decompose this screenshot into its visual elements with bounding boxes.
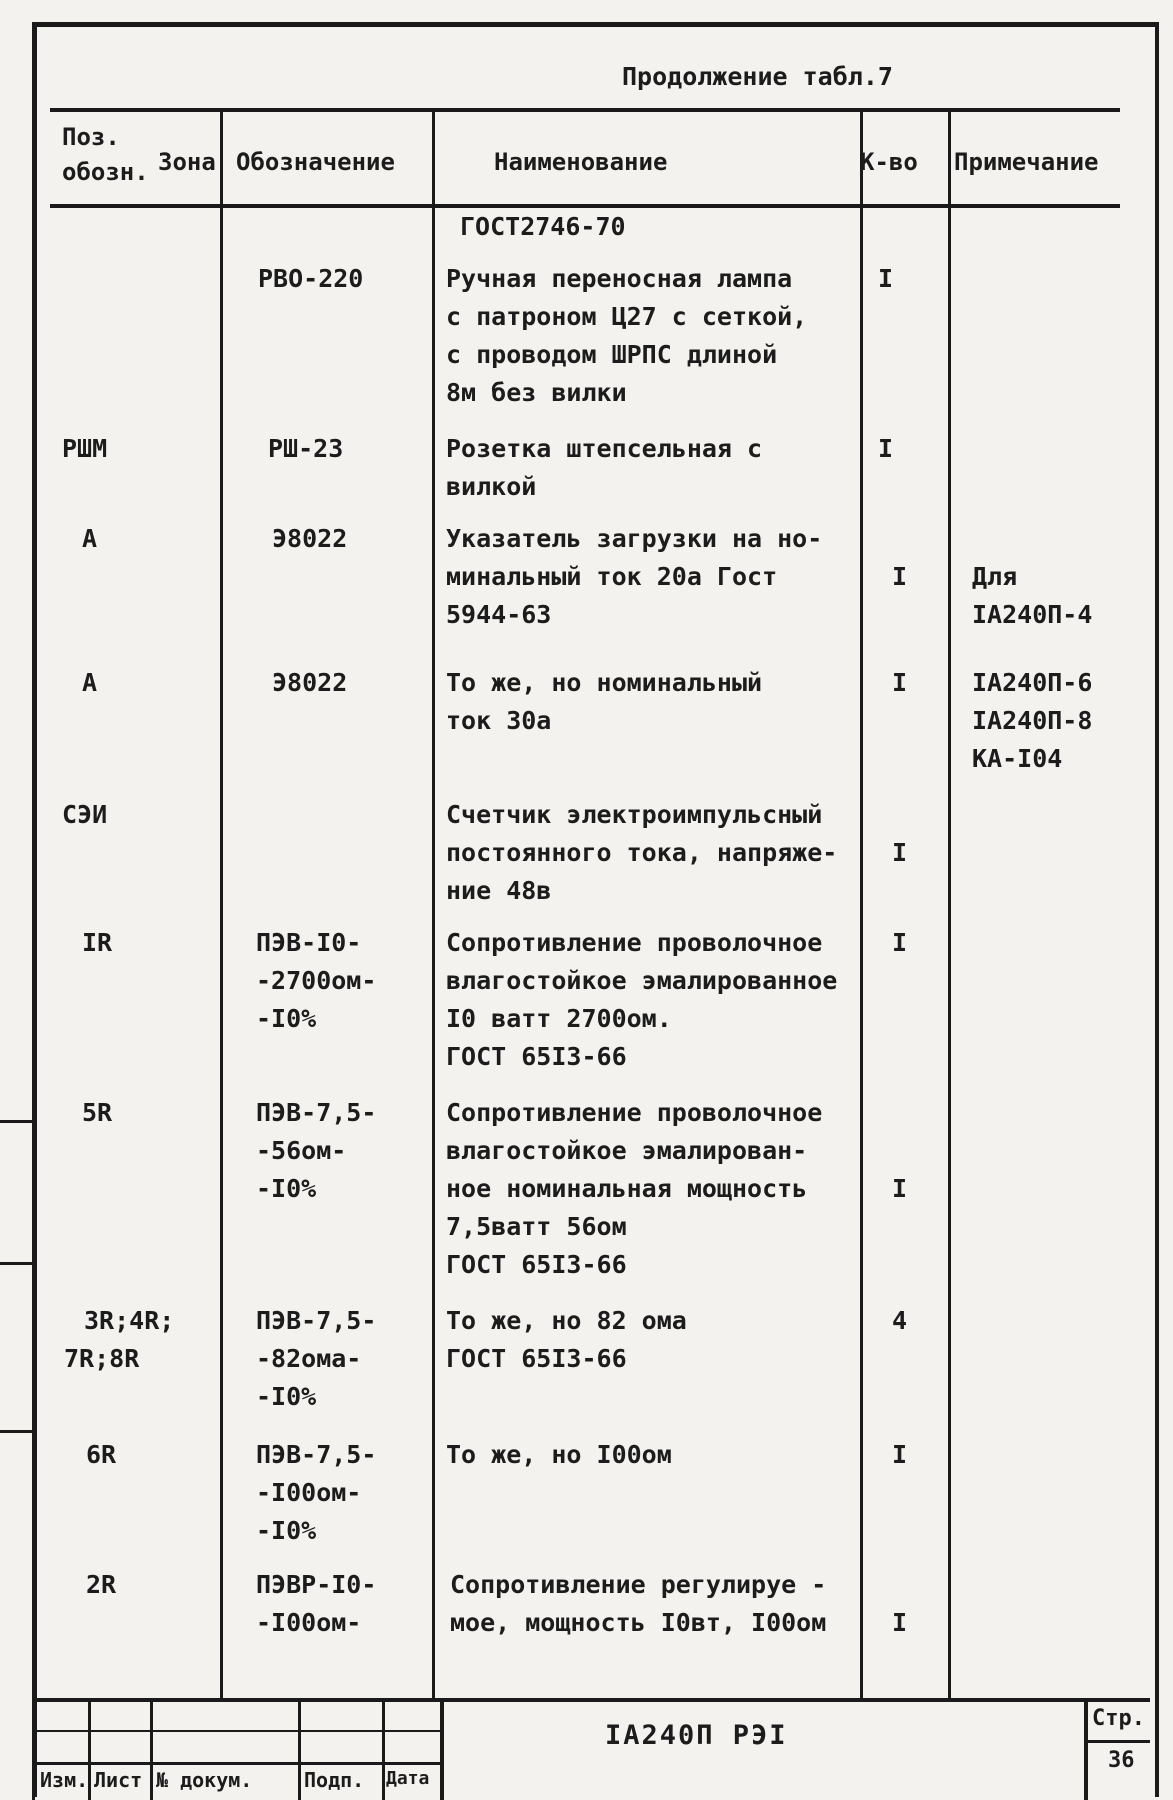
row-5-qty: I bbox=[892, 838, 908, 867]
row-3-note-0: Для bbox=[972, 562, 1018, 591]
col-divider-zone bbox=[220, 110, 223, 1700]
row-4-name-0: То же, но номинальный bbox=[446, 668, 763, 697]
left-margin-cell-3 bbox=[0, 1430, 32, 1433]
stamp-cell-date: Дата bbox=[386, 1768, 430, 1789]
row-6-des-2: -I0% bbox=[256, 1004, 317, 1033]
row-6-name-3: ГОСТ 65I3-66 bbox=[446, 1042, 627, 1071]
row-7-name-4: ГОСТ 65I3-66 bbox=[446, 1250, 627, 1279]
row-2-qty: I bbox=[878, 434, 894, 463]
row-3-note-1: IА240П-4 bbox=[972, 600, 1093, 629]
row-4-note-0: IА240П-6 bbox=[972, 668, 1093, 697]
stamp-cell-izm: Изм. bbox=[40, 1768, 89, 1792]
row-5-pos-0: СЭИ bbox=[62, 800, 108, 829]
row-7-qty: I bbox=[892, 1174, 908, 1203]
row-8-des-2: -I0% bbox=[256, 1382, 317, 1411]
stamp-mid-line-2 bbox=[36, 1762, 441, 1765]
stamp-page-number: 36 bbox=[1108, 1748, 1135, 1773]
row-3-pos-0: А bbox=[82, 524, 98, 553]
row-1-name-2: с проводом ШРПС длиной bbox=[446, 340, 778, 369]
row-2-name-1: вилкой bbox=[446, 472, 537, 501]
col-divider-note bbox=[948, 110, 951, 1700]
row-8-name-0: То же, но 82 ома bbox=[446, 1306, 687, 1335]
row-9-des-2: -I0% bbox=[256, 1516, 317, 1545]
row-10-name-1: мое, мощность I0вт, I00ом bbox=[450, 1608, 827, 1637]
row-6-des-1: -2700ом- bbox=[256, 966, 377, 995]
row-2-pos-0: РШМ bbox=[62, 434, 108, 463]
row-10-des-1: -I00ом- bbox=[256, 1608, 362, 1637]
row-7-name-1: влагостойкое эмалирован- bbox=[446, 1136, 808, 1165]
row-5-name-0: Счетчик электроимпульсный bbox=[446, 800, 823, 829]
row-3-name-1: минальный ток 20а Гост bbox=[446, 562, 778, 591]
row-7-name-2: ное номинальная мощность bbox=[446, 1174, 808, 1203]
row-8-des-0: ПЭВ-7,5- bbox=[256, 1306, 377, 1335]
stamp-cell-sign: Подп. bbox=[304, 1768, 365, 1792]
header-name: Наименование bbox=[494, 148, 668, 176]
row-2-des-0: РШ-23 bbox=[268, 434, 344, 463]
left-margin-strip bbox=[0, 882, 35, 1800]
row-6-name-0: Сопротивление проволочное bbox=[446, 928, 823, 957]
header-top-line bbox=[50, 108, 1120, 112]
row-5-name-2: ние 48в bbox=[446, 876, 552, 905]
header-designation: Обозначение bbox=[236, 148, 395, 176]
left-margin-cell-1 bbox=[0, 1120, 32, 1123]
row-7-des-2: -I0% bbox=[256, 1174, 317, 1203]
row-4-note-2: КА-I04 bbox=[972, 744, 1063, 773]
stamp-top-line bbox=[36, 1698, 1150, 1702]
row-4-note-1: IА240П-8 bbox=[972, 706, 1093, 735]
row-3-des-0: Э8022 bbox=[272, 524, 348, 553]
row-9-pos-0: 6R bbox=[86, 1440, 117, 1469]
row-5-name-1: постоянного тока, напряже- bbox=[446, 838, 838, 867]
row-4-name-1: ток 30а bbox=[446, 706, 552, 735]
row-3-name-0: Указатель загрузки на но- bbox=[446, 524, 823, 553]
row-2-name-0: Розетка штепсельная с bbox=[446, 434, 763, 463]
stamp-div-3 bbox=[298, 1700, 301, 1800]
row-7-pos-0: 5R bbox=[82, 1098, 113, 1127]
header-qty: К-во bbox=[860, 148, 918, 176]
row-6-pos-0: IR bbox=[82, 928, 113, 957]
stamp-div-2 bbox=[150, 1700, 153, 1800]
row-6-des-0: ПЭВ-I0- bbox=[256, 928, 362, 957]
row-6-name-2: I0 ватт 2700ом. bbox=[446, 1004, 672, 1033]
row-3-qty: I bbox=[892, 562, 908, 591]
stamp-doc-code: IА240П РЭI bbox=[605, 1720, 788, 1751]
row-1-des-0: РВО-220 bbox=[258, 264, 364, 293]
continuation-label: Продолжение табл.7 bbox=[622, 62, 893, 91]
row-10-qty: I bbox=[892, 1608, 908, 1637]
row-4-pos-0: А bbox=[82, 668, 98, 697]
row-6-qty: I bbox=[892, 928, 908, 957]
row-8-pos-0: 3R;4R; bbox=[84, 1306, 175, 1335]
header-zone: Зона bbox=[158, 148, 216, 176]
stamp-div-4 bbox=[382, 1700, 385, 1800]
header-pos-line2: обозн. bbox=[62, 158, 149, 186]
row-8-qty: 4 bbox=[892, 1306, 908, 1335]
stamp-cell-doc: № докум. bbox=[156, 1768, 253, 1792]
stamp-page-label: Стр. bbox=[1092, 1706, 1145, 1731]
stamp-page-line bbox=[1086, 1740, 1150, 1743]
row-9-qty: I bbox=[892, 1440, 908, 1469]
stamp-div-1 bbox=[88, 1700, 91, 1800]
row-8-name-1: ГОСТ 65I3-66 bbox=[446, 1344, 627, 1373]
stamp-mid-line-1 bbox=[36, 1730, 441, 1732]
row-1-name-3: 8м без вилки bbox=[446, 378, 627, 407]
row-8-des-1: -82ома- bbox=[256, 1344, 362, 1373]
header-pos-line1: Поз. bbox=[62, 123, 120, 151]
row-1-name-1: с патроном Ц27 с сеткой, bbox=[446, 302, 808, 331]
left-margin-cell-2 bbox=[0, 1262, 32, 1265]
row-7-name-0: Сопротивление проволочное bbox=[446, 1098, 823, 1127]
row-7-des-0: ПЭВ-7,5- bbox=[256, 1098, 377, 1127]
row-7-des-1: -56ом- bbox=[256, 1136, 347, 1165]
row-4-des-0: Э8022 bbox=[272, 668, 348, 697]
row-6-name-1: влагостойкое эмалированное bbox=[446, 966, 838, 995]
row-10-pos-0: 2R bbox=[86, 1570, 117, 1599]
row-4-qty: I bbox=[892, 668, 908, 697]
row-3-name-2: 5944-63 bbox=[446, 600, 552, 629]
row-9-des-1: -I00ом- bbox=[256, 1478, 362, 1507]
row-9-des-0: ПЭВ-7,5- bbox=[256, 1440, 377, 1469]
row-1-name-0: Ручная переносная лампа bbox=[446, 264, 793, 293]
col-divider-qty bbox=[860, 110, 863, 1700]
col-divider-name bbox=[432, 110, 435, 1700]
row-9-name-0: То же, но I00ом bbox=[446, 1440, 672, 1469]
row-7-name-3: 7,5ватт 56ом bbox=[446, 1212, 627, 1241]
row-8-pos-1: 7R;8R bbox=[64, 1344, 140, 1373]
row-10-name-0: Сопротивление регулируе - bbox=[450, 1570, 827, 1599]
stamp-div-6 bbox=[1084, 1700, 1088, 1800]
row-10-des-0: ПЭВР-I0- bbox=[256, 1570, 377, 1599]
stamp-cell-list: Лист bbox=[94, 1768, 143, 1792]
header-note: Примечание bbox=[954, 148, 1099, 176]
row-1-qty: I bbox=[878, 264, 894, 293]
stamp-div-5 bbox=[440, 1700, 444, 1800]
row-0-name-0: ГОСТ2746-70 bbox=[460, 212, 626, 241]
